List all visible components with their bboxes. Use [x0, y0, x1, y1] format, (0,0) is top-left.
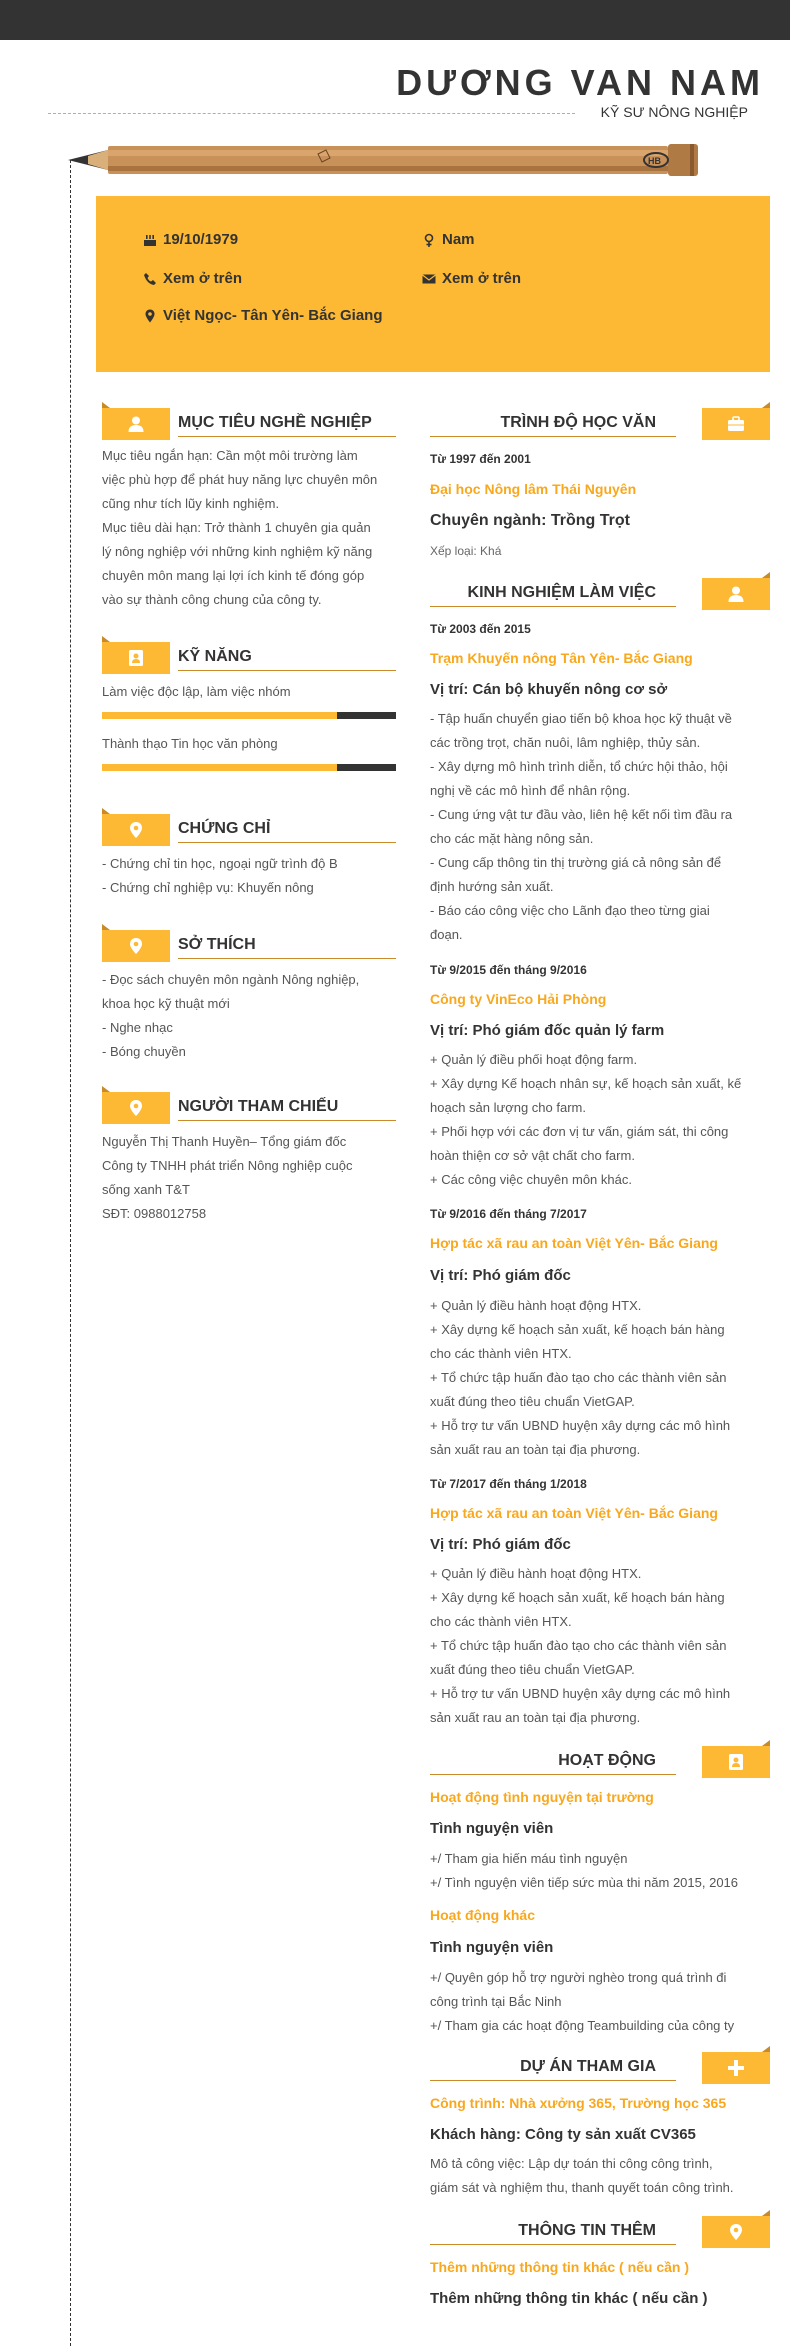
- project-client: Khách hàng: Công ty sản xuất CV365: [430, 2126, 696, 2143]
- job-4-org: Hợp tác xã rau an toàn Việt Yên- Bắc Giang: [430, 1505, 718, 1521]
- id-card-icon: [727, 1753, 745, 1771]
- job-2-desc: + Quản lý điều phối hoạt động farm. + Xây dựng Kế hoạch nhân sự, kế hoạch sản xuất, kế hoạch sản lượng cho farm. + Phối hợp với các đơn vị tư vấn, giám sát, thi công hoàn thiện cơ sở vật chất cho farm. + Các công việc chuyên môn khác.: [430, 1052, 742, 1187]
- job-2-position: Vị trí: Phó giám đốc quản lý farm: [430, 1022, 665, 1039]
- experience-title: KINH NGHIỆM LÀM VIỆC: [467, 584, 656, 601]
- plus-icon: [727, 2059, 745, 2077]
- projects-section-header: [430, 2046, 770, 2090]
- birthday-value: 19/10/1979: [163, 231, 239, 248]
- education-school: Đại học Nông lâm Thái Nguyên: [430, 481, 637, 497]
- skill-1-name: Làm việc độc lập, làm việc nhóm: [102, 684, 291, 699]
- activities-title: HOẠT ĐỘNG: [558, 1752, 656, 1769]
- email-value: Xem ở trên: [442, 270, 522, 287]
- job-title: KỸ SƯ NÔNG NGHIỆP: [600, 104, 748, 120]
- email-row: [422, 270, 521, 287]
- education-section-header: [430, 402, 770, 446]
- envelope-icon: [422, 272, 436, 286]
- activities-section-header: [430, 1740, 770, 1784]
- job-4-desc: + Quản lý điều hành hoạt động HTX. + Xây dựng kế hoạch sản xuất, kế hoạch bán hàng cho các thành viên HTX. + Tổ chức tập huấn đào tạo cho các thành viên sản xuất đúng theo tiêu chuẩn VietGAP. + Hỗ trợ tư vấn UBND huyện xây dựng các mô hình sản xuất rau an toàn tại địa phương.: [430, 1566, 731, 1725]
- references-title: NGƯỜI THAM CHIẾU: [178, 1098, 339, 1115]
- job-3-date: Từ 9/2016 đến tháng 7/2017: [430, 1207, 587, 1221]
- skills-title: KỸ NĂNG: [178, 648, 252, 665]
- activity-2-role: Tình nguyện viên: [430, 1939, 554, 1956]
- skill-2-name: Thành thạo Tin học văn phòng: [102, 736, 278, 751]
- gender-value: Nam: [442, 231, 475, 248]
- education-major: Chuyên ngành: Trồng Trọt: [430, 512, 630, 529]
- projects-title: DỰ ÁN THAM GIA: [520, 2058, 656, 2075]
- job-3-desc: + Quản lý điều hành hoạt động HTX. + Xây dựng kế hoạch sản xuất, kế hoạch bán hàng cho các thành viên HTX. + Tổ chức tập huấn đào tạo cho các thành viên sản xuất đúng theo tiêu chuẩn VietGAP. + Hỗ trợ tư vấn UBND huyện xây dựng các mô hình sản xuất rau an toàn tại địa phương.: [430, 1298, 731, 1457]
- education-title: TRÌNH ĐỘ HỌC VĂN: [500, 414, 656, 431]
- skill-1-bar-remaining: [337, 712, 396, 719]
- certificates-section-header: [102, 808, 396, 852]
- personal-info-box: [96, 196, 770, 372]
- activity-1-org: Hoạt động tình nguyện tại trường: [430, 1789, 654, 1805]
- candidate-name: DƯƠNG VAN NAM: [396, 62, 764, 103]
- project-org: Công trình: Nhà xưởng 365, Trường học 365: [430, 2095, 727, 2111]
- extra-org: Thêm những thông tin khác ( nếu cần ): [430, 2259, 690, 2275]
- activity-2-org: Hoạt động khác: [430, 1907, 536, 1923]
- hobbies-text: - Đọc sách chuyên môn ngành Nông nghiệp, khoa học kỹ thuật mới - Nghe nhạc - Bóng chuyền: [102, 972, 360, 1059]
- experience-section-header: [430, 572, 770, 616]
- activity-1-role: Tình nguyện viên: [430, 1820, 554, 1837]
- hobbies-title: SỞ THÍCH: [178, 936, 256, 953]
- activity-2-desc: +/ Quyên góp hỗ trợ người nghèo trong quá trình đi công trình tại Bắc Ninh +/ Tham gia các hoạt động Teambuilding của công ty: [430, 1970, 735, 2033]
- header-divider: [48, 113, 575, 114]
- top-bar: [0, 0, 790, 40]
- map-marker-icon: [143, 309, 157, 323]
- references-section-header: [102, 1086, 396, 1130]
- job-2-org: Công ty VinEco Hải Phòng: [430, 991, 607, 1007]
- female-icon: [422, 233, 436, 247]
- phone-row: [143, 270, 242, 287]
- svg-text:HB: HB: [648, 156, 661, 166]
- map-marker-icon: [127, 937, 145, 955]
- map-marker-icon: [127, 1099, 145, 1117]
- job-4-position: Vị trí: Phó giám đốc: [430, 1536, 571, 1553]
- references-text: Nguyễn Thị Thanh Huyền– Tổng giám đốc Công ty TNHH phát triển Nông nghiệp cuộc sống xanh T&T SĐT: 0988012758: [102, 1134, 353, 1221]
- timeline-line: [70, 160, 71, 2346]
- phone-icon: [143, 272, 157, 286]
- skill-2-bar-remaining: [337, 764, 396, 771]
- address-row: [143, 307, 383, 324]
- skill-1-bar: [102, 712, 396, 719]
- job-1-date: Từ 2003 đến 2015: [430, 622, 531, 636]
- phone-value: Xem ở trên: [163, 270, 243, 287]
- job-3-org: Hợp tác xã rau an toàn Việt Yên- Bắc Giang: [430, 1235, 718, 1251]
- activity-1-desc: +/ Tham gia hiến máu tình nguyện +/ Tình nguyện viên tiếp sức mùa thi năm 2015, 2016: [430, 1851, 739, 1890]
- briefcase-icon: [727, 415, 745, 433]
- project-desc: Mô tả công việc: Lập dự toán thi công công trình, giám sát và nghiệm thu, thanh quyết toán công trình.: [430, 2156, 734, 2195]
- user-icon: [127, 415, 145, 433]
- gender-row: [422, 231, 475, 248]
- map-marker-icon: [727, 2223, 745, 2241]
- objective-section-header: [102, 402, 396, 446]
- education-date: Từ 1997 đến 2001: [430, 452, 531, 466]
- job-1-org: Trạm Khuyến nông Tân Yên- Bắc Giang: [430, 650, 693, 666]
- extra-text: Thêm những thông tin khác ( nếu cần ): [430, 2290, 708, 2307]
- skills-section-header: [102, 636, 396, 680]
- pencil-graphic: [68, 138, 708, 178]
- job-3-position: Vị trí: Phó giám đốc: [430, 1267, 571, 1284]
- objective-title: MỤC TIÊU NGHỀ NGHIỆP: [178, 414, 372, 431]
- objective-text: Mục tiêu ngắn hạn: Cần một môi trường làm việc phù hợp để phát huy năng lực chuyên môn cũng như tích lũy kinh nghiệm. Mục tiêu dài hạn: Trở thành 1 chuyên gia quản lý nông nghiệp với những kinh nghiệm kỹ năng chuyên môn mang lại lợi ích kinh tế đóng góp vào sự thành công chung của công ty.: [102, 448, 378, 607]
- certificates-text: - Chứng chỉ tin học, ngoại ngữ trình độ B - Chứng chỉ nghiệp vụ: Khuyến nông: [102, 856, 338, 895]
- id-card-icon: [127, 649, 145, 667]
- education-rank: Xếp loại: Khá: [430, 544, 502, 558]
- hobbies-section-header: [102, 924, 396, 968]
- job-2-date: Từ 9/2015 đến tháng 9/2016: [430, 963, 587, 977]
- extra-title: THÔNG TIN THÊM: [518, 2222, 656, 2239]
- job-1-position: Vị trí: Cán bộ khuyến nông cơ sở: [430, 681, 668, 698]
- extra-section-header: [430, 2210, 770, 2254]
- user-icon: [727, 585, 745, 603]
- certificates-title: CHỨNG CHỈ: [178, 820, 271, 837]
- job-1-desc: - Tập huấn chuyển giao tiến bộ khoa học kỹ thuật về các trồng trọt, chăn nuôi, lâm nghiệp, thủy sản. - Xây dựng mô hình trình diễn, tổ chức hội thảo, hội nghị về các mô hình để nhân rộng. - Cung ứng vật tư đầu vào, liên hệ kết nối tìm đầu ra cho các mặt hàng nông sản. - Cung cấp thông tin thị trường giá cả nông sản để định hướng sản xuất. - Báo cáo công việc cho Lãnh đạo theo từng giai đoạn.: [430, 711, 733, 942]
- job-4-date: Từ 7/2017 đến tháng 1/2018: [430, 1477, 587, 1491]
- address-value: Việt Ngọc- Tân Yên- Bắc Giang: [163, 307, 383, 324]
- skill-2-bar: [102, 764, 396, 771]
- map-marker-icon: [127, 821, 145, 839]
- birthday-row: [143, 231, 238, 248]
- cake-icon: [143, 233, 157, 247]
